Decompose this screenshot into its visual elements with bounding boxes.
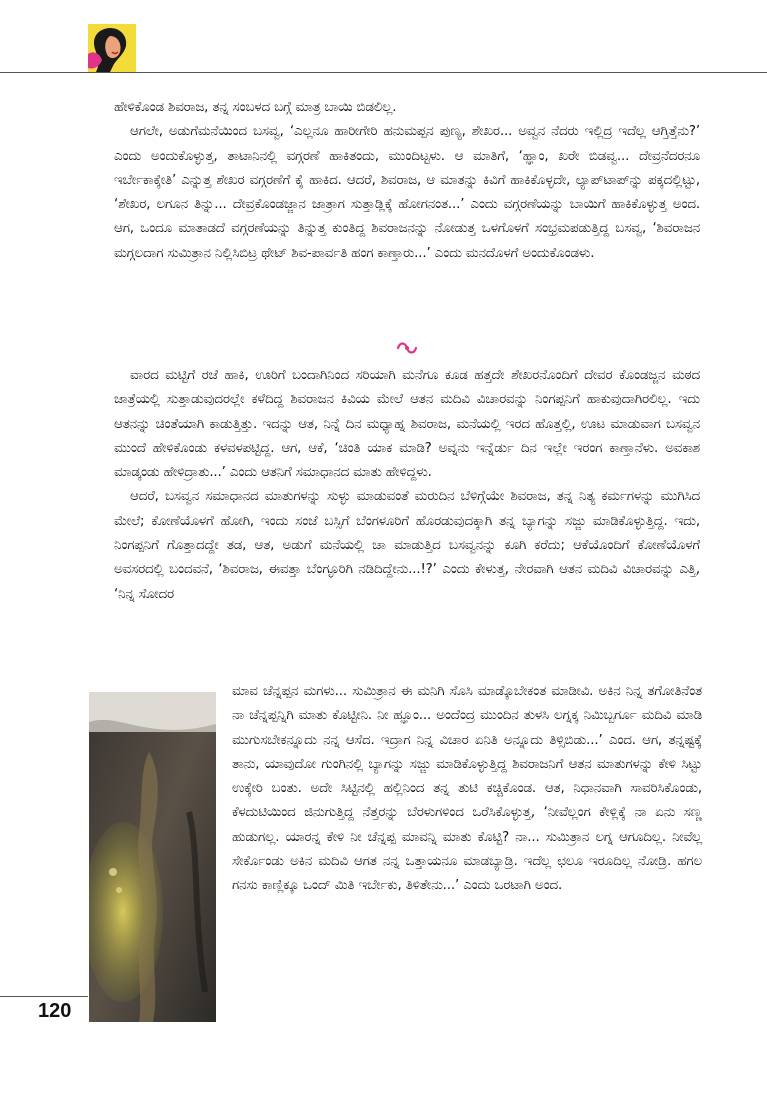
page-number: 120 bbox=[38, 1000, 72, 1022]
story-text-middle bbox=[114, 364, 700, 607]
footer-rule bbox=[0, 996, 88, 997]
paragraph: ಹೇಳಿಕೊಂಡ ಶಿವರಾಜ, ತನ್ನ ಸಂಬಳದ ಬಗ್ಗೆ ಮಾತ್ರ ಬಾಯಿ ಬಿಡಲಿಲ್ಲ. bbox=[114, 100, 397, 115]
paragraph: ಆಗಲೇ, ಅಡುಗೆಮನೆಯಿಂದ ಬಸವ್ವ, ‘ಎಲ್ಲನೂ ಹಾರೀಗೇರಿ ಹನುಮಪ್ಪನ ಪುಣ್ಯ, ಶೇಖರ... ಅವ್ವನ ನೆದರು ಇಲ್ಲಿದ್ರ ಇದೆಲ್ಲ ಆಗ್ತಿತ್ತೆನು?’ ಎಂದು ಅಂದುಕೊಳ್ಳುತ್ತ, ತಾಟಾನಿನಲ್ಲಿ ವಗ್ಗರಣೆ ಹಾಕಿತಂದು, ಮುಂದಿಟ್ಟಳು. ಆ ಮಾತಿಗೆ, ‘ಹ್ಞಾಂ, ಖರೇ ಬಿಡವ್ವ... ದೇವ್ರನೆದರನೂ ಇರ್ಬೇಕಾಕ್ಕೇತಿ’ ಎನ್ನುತ್ತ ಶೇಖರ ವಗ್ಗರಣೆಗೆ ಕೈ ಹಾಕಿದ. ಆದರೆ, ಶಿವರಾಜ, ಆ ಮಾತನ್ನು ಕಿವಿಗೆ ಹಾಕಿಕೊಳ್ಳದೇ, ಲ್ಯಾಪ್‌ಟಾಪ್‌ನ್ನು ಪಕ್ಕದಲ್ಲಿಟ್ಟು, ‘ಶೇಖರ, ಲಗೂನ ತಿನ್ನು... ದೇವ್ರಕೊಂಡಜ್ಜಾನ ಜಾತ್ರಾಗ ಸುತ್ತಾಡ್ಲಿಕ್ಕೆ ಹೋಗನಂತ...’ ಎಂದು ವಗ್ಗರಣೆಯನ್ನು ಬಾಯಿಗೆ ಹಾಕಿಕೊಳ್ಳುತ್ತ ಅಂದ. ಆಗ, ಒಂದೂ ಮಾತಾಡದೆ ವಗ್ಗರಣೆಯನ್ನು ತಿನ್ನುತ್ತ ಕುಂತಿದ್ದ ಶಿವರಾಜನನ್ನು ನೋಡುತ್ತ ಒಳಗೊಳಗೆ ಸಂಭ್ರಮಪಡುತ್ತಿದ್ದ ಬಸವ್ವ, ‘ಶಿವರಾಜನ ಮಗ್ಗಲದಾಗ ಸುಮಿತ್ರಾನ ನಿಲ್ಲಿಸಿಬಿಟ್ರ ಥೇಟ್ ಶಿವ-ಪಾರ್ವತಿ ಹಂಗ ಕಾಣ್ತಾರು...’ ಎಂದು ಮನದೊಳಗೆ ಅಂದುಕೊಂಡಳು. bbox=[114, 124, 700, 261]
paragraph: ವಾರದ ಮಟ್ಟಿಗೆ ರಜೆ ಹಾಕಿ, ಊರಿಗೆ ಬಂದಾಗಿನಿಂದ ಸರಿಯಾಗಿ ಮನೆಗೂ ಕೂಡ ಹತ್ತದೇ ಶೇಖರನೊಂದಿಗೆ ದೇವರ ಕೊಂಡಜ್ಜನ ಮಠದ ಜಾತ್ರೆಯಲ್ಲಿ ಸುತ್ತಾಡುವುದರಲ್ಲೇ ಕಳೆದಿದ್ದ ಶಿವರಾಜನ ಕಿವಿಯ ಮೇಲೆ ಆತನ ಮದಿವಿ ವಿಚಾರವನ್ನು ನಿಂಗಪ್ಪನಿಗೆ ಹಾಕುವುದಾಗಿರಲಿಲ್ಲ. ಇದು ಆತನನ್ನು ಚಿಂತೆಯಾಗಿ ಕಾಡುತ್ತಿತ್ತು. ಇದನ್ನು ಆತ, ನಿನ್ನೆ ದಿನ ಮಧ್ಯಾಹ್ನ ಶಿವರಾಜ, ಮನೆಯಲ್ಲಿ ಇರದ ಹೊತ್ತಲ್ಲಿ, ಊಟ ಮಾಡುವಾಗ ಬಸವ್ವನ ಮುಂದೆ ಹೇಳಿಕೊಂಡು ಕಳವಳಪಟ್ಟಿದ್ದ. ಆಗ, ಆಕೆ, ‘ಚಿಂತಿ ಯಾಕ ಮಾಡಿ? ಅವ್ನನು ಇನ್ನೆರ್ಡು ದಿನ ಇಲ್ಲೇ ಇರಂಗ ಕಾಣ್ತಾನೆಳು. ಅವಕಾಶ ಮಾಡ್ಕಂಡು ಹೇಳಿದ್ರಾತು...’ ಎಂದು ಆತನಿಗೆ ಸಮಾಧಾನದ ಮಾತು ಹೇಳಿದ್ದಳು. bbox=[114, 368, 700, 481]
paragraph: ಮಾವ ಚೆನ್ನಪ್ಪನ ಮಗಳು... ಸುಮಿತ್ರಾನ ಈ ಮನಿಗಿ ಸೊಸಿ ಮಾಡ್ಕೊಬೇಕಂತ ಮಾಡೀವಿ. ಅಕಿನ ನಿನ್ನ ತಗೋತಿನೆಂತ ನಾ ಚೆನ್ನಪ್ಪನ್ನಿಗಿ ಮಾತು ಕೊಟ್ಟೀನಿ. ನೀ ಹ್ಞೂಂ... ಅಂದೆಂದ್ರ ಮುಂದಿನ ತುಳಸಿ ಲಗ್ನಕ್ಕ ನಿಮಿಬ್ಬರ್ಗೂ ಮದಿವಿ ಮಾಡಿ ಮುಗುಸಬೇಕನ್ನೂದು ನನ್ನ ಆಸೆದ. ಇದ್ರಾಗ ನಿನ್ನ ವಿಚಾರ ಏನಿತಿ ಅನ್ನೂದು ತಿಳ್ಸಿಬಿಡು...’ ಎಂದ. ಆಗ, ತನ್ನಷ್ಟಕ್ಕೆ ತಾನು, ಯಾವುದೋ ಗುಂಗಿನಲ್ಲಿ ಬ್ಯಾಗನ್ನು ಸಜ್ಜು ಮಾಡಿಕೊಳ್ಳುತ್ತಿದ್ದ ಶಿವರಾಜನಿಗೆ ಆತನ ಮಾತುಗಳನ್ನು ಕೇಳಿ ಸಿಟ್ಟು ಉಕ್ಕೇರಿ ಬಂತು. ಅದೇ ಸಿಟ್ಟಿನಲ್ಲಿ ಹಲ್ಲಿನಿಂದ ತನ್ನ ತುಟಿ ಕಚ್ಚಿಕೊಂಡ. ಆತ, ನಿಧಾನವಾಗಿ ಸಾವರಿಸಿಕೊಂಡು, ಕೆಳದುಟಿಯಿಂದ ಜಿನುಗುತ್ತಿದ್ದ ನೆತ್ತರನ್ನು ಬೆರಳುಗಳಿಂದ ಒರೆಸಿಕೊಳ್ಳುತ್ತ, ‘ನೀವೆಲ್ಲಂಗ ಕೇಳ್ಲಿಕ್ಕೆ ನಾ ಏನು ಸಣ್ಣ ಹುಡುಗಲ್ಲ. ಯಾರನ್ನ ಕೇಳಿ ನೀ ಚೆನ್ನಪ್ಪ ಮಾವನ್ನಿ ಮಾತು ಕೊಟ್ಟಿ? ನಾ... ಸುಮಿತ್ರಾನ ಲಗ್ನ ಆಗೂದಿಲ್ಲ. ನೀವೆಲ್ಲ ಸೇರ್ಕೊಂಡು ಅಕಿನ ಮದಿವಿ ಆಗತ ನನ್ನ ಒತ್ತಾಯನೂ ಮಾಡಬ್ಯಾಡ್ರಿ. ಇದೆಲ್ಲ ಛಲೂ ಇರೂದಿಲ್ಲ ನೋಡ್ರಿ. ಹಗಲ ಗನಸು ಕಾಣ್ಲಿಕ್ಕೂ ಒಂದ್ ಮಿತಿ ಇರ್ಬೇಕು, ತಿಳಿತೇನು...’ ಎಂದು ಒರಟಾಗಿ ಅಂದ. bbox=[232, 684, 702, 894]
flourish-icon bbox=[396, 340, 418, 356]
story-text-wrapped bbox=[232, 680, 702, 899]
story-text-top bbox=[114, 96, 700, 266]
header-rule bbox=[0, 72, 767, 73]
magazine-logo bbox=[88, 24, 136, 72]
illustration bbox=[89, 692, 216, 1022]
paragraph: ಆದರೆ, ಬಸವ್ವನ ಸಮಾಧಾನದ ಮಾತುಗಳನ್ನು ಸುಳ್ಳು ಮಾಡುವಂತೆ ಮರುದಿನ ಬೆಳಿಗ್ಗೆಯೇ ಶಿವರಾಜ, ತನ್ನ ನಿತ್ಯ ಕರ್ಮಗಳನ್ನು ಮುಗಿಸಿದ ಮೇಲೆ; ಕೋಣೆಯೊಳಗೆ ಹೋಗಿ, ಇಂದು ಸಂಜೆ ಬಸ್ಸಿಗೆ ಬೆಂಗಳೂರಿಗೆ ಹೊರಡುವುದಕ್ಕಾಗಿ ತನ್ನ ಬ್ಯಾಗನ್ನು ಸಜ್ಜು ಮಾಡಿಕೊಳ್ಳುತ್ತಿದ್ದ. ಇದು, ನಿಂಗಪ್ಪನಿಗೆ ಗೊತ್ತಾದದ್ದೇ ತಡ, ಆತ, ಅಡುಗೆ ಮನೆಯಲ್ಲಿ ಚಾ ಮಾಡುತ್ತಿದ ಬಸವ್ವನನ್ನು ಕೂಗಿ ಕರೆದು; ಆಕೆಯೊಂದಿಗೆ ಕೋಣೆಯೊಳಗೆ ಅವಸರದಲ್ಲಿ ಬಂದವನೆ, ‘ಶಿವರಾಜ, ಈವತ್ತಾ ಬೆಂಗ್ಳೂರಿಗಿ ನಡಿದಿದ್ದೇನು...!?’ ಎಂದು ಕೇಳುತ್ತ, ನೇರವಾಗಿ ಆತನ ಮದಿವಿ ವಿಚಾರವನ್ನು ಎತ್ತಿ, ‘ನಿನ್ನ ಸೋದರ bbox=[114, 489, 700, 602]
